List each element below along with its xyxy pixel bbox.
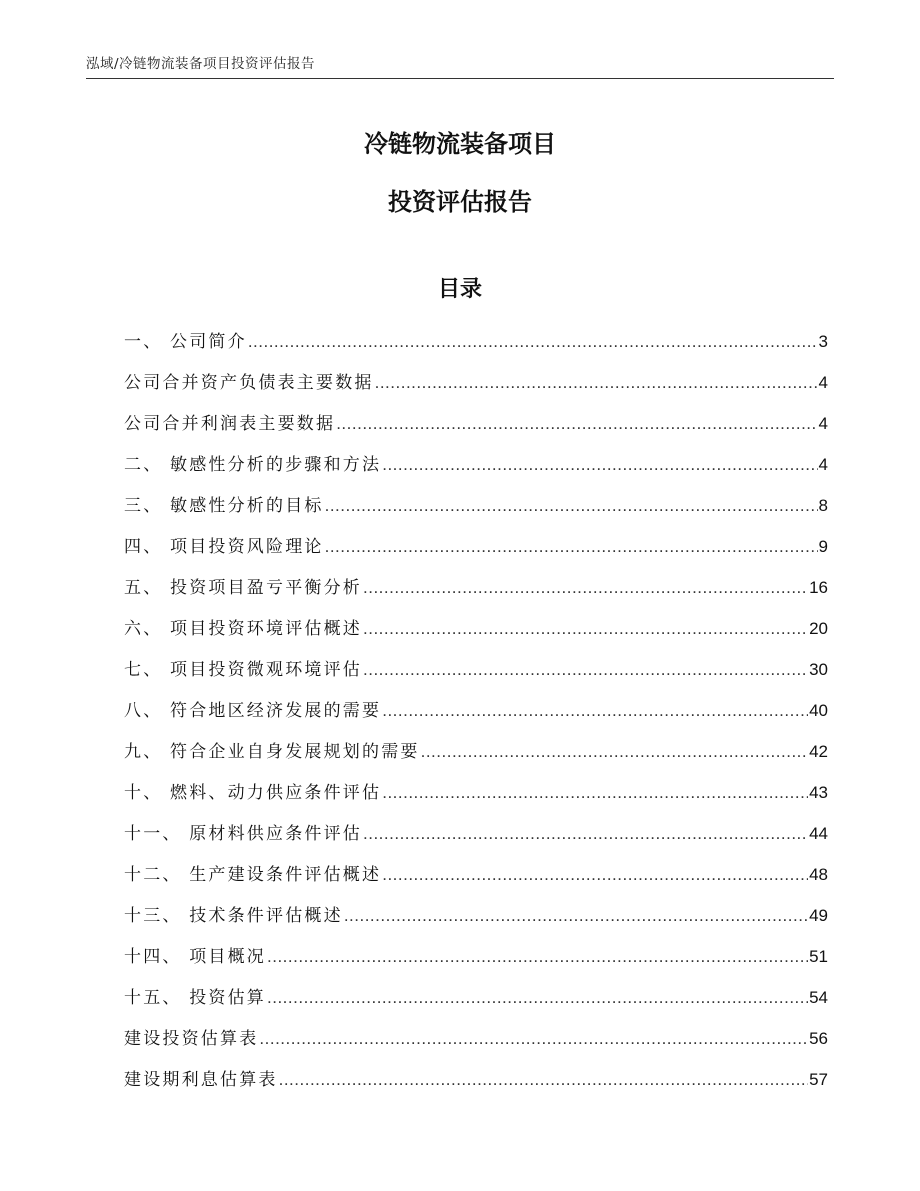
toc-entry-page: 20 <box>809 619 828 638</box>
toc-dot-leader <box>248 321 818 362</box>
toc-entry[interactable] <box>124 1018 828 1059</box>
toc-dot-leader <box>421 731 808 772</box>
toc-entry-label: 十三、 技术条件评估概述 <box>124 906 343 926</box>
toc-entry-page: 42 <box>809 742 828 761</box>
toc-entry-label: 十一、 原材料供应条件评估 <box>124 824 363 844</box>
toc-entry-label: 十、 燃料、动力供应条件评估 <box>124 783 382 803</box>
toc-entry-page: 49 <box>809 906 828 925</box>
toc-dot-leader <box>325 526 818 567</box>
toc-dot-leader <box>382 772 808 813</box>
toc-entry-label: 公司合并资产负债表主要数据 <box>124 373 374 393</box>
toc-entry-page: 4 <box>818 414 828 433</box>
toc-entry-page: 43 <box>809 783 828 802</box>
toc-entry[interactable] <box>124 649 828 690</box>
toc-dot-leader <box>363 608 808 649</box>
toc-entry-label: 八、 符合地区经济发展的需要 <box>124 701 382 721</box>
toc-entry[interactable] <box>124 690 828 731</box>
toc-entry[interactable] <box>124 608 828 649</box>
toc-entry[interactable] <box>124 936 828 977</box>
toc-entry-label: 九、 符合企业自身发展规划的需要 <box>124 742 420 762</box>
toc-entry-page: 40 <box>809 701 828 720</box>
toc-entry[interactable] <box>124 731 828 772</box>
toc-entry[interactable] <box>124 895 828 936</box>
toc-entry-page: 57 <box>809 1070 828 1089</box>
toc-dot-leader <box>259 1018 808 1059</box>
toc-entry[interactable] <box>124 977 828 1018</box>
toc-entry[interactable] <box>124 526 828 567</box>
header-divider <box>86 78 834 79</box>
toc-heading: 目录 <box>437 277 482 302</box>
running-header: 泓域/冷链物流装备项目投资评估报告 <box>86 56 316 72</box>
toc-entry-label: 五、 投资项目盈亏平衡分析 <box>124 578 363 598</box>
toc-dot-leader <box>375 362 818 403</box>
toc-entry-page: 54 <box>809 988 828 1007</box>
toc-entry[interactable] <box>124 854 828 895</box>
toc-entry-page: 51 <box>809 947 828 966</box>
toc-entry-label: 公司合并利润表主要数据 <box>124 414 336 434</box>
toc-dot-leader <box>363 649 808 690</box>
toc-entry-label: 三、 敏感性分析的目标 <box>124 496 324 516</box>
toc-entry[interactable] <box>124 813 828 854</box>
toc-entry-page: 4 <box>818 373 828 392</box>
toc-dot-leader <box>382 854 808 895</box>
toc-entry-page: 8 <box>818 496 828 515</box>
toc-entry-label: 十四、 项目概况 <box>124 947 267 967</box>
toc-entry-label: 二、 敏感性分析的步骤和方法 <box>124 455 382 475</box>
toc-entry-label: 七、 项目投资微观环境评估 <box>124 660 363 680</box>
toc-dot-leader <box>363 813 808 854</box>
toc-entry-label: 建设期利息估算表 <box>124 1070 278 1090</box>
toc-entry[interactable] <box>124 1059 828 1100</box>
table-of-contents <box>124 321 828 1100</box>
toc-dot-leader <box>279 1059 808 1100</box>
toc-entry-page: 30 <box>809 660 828 679</box>
toc-entry-page: 9 <box>818 537 828 556</box>
toc-entry-page: 4 <box>818 455 828 474</box>
toc-entry-label: 十二、 生产建设条件评估概述 <box>124 865 382 885</box>
toc-entry[interactable] <box>124 772 828 813</box>
toc-entry-label: 四、 项目投资风险理论 <box>124 537 324 557</box>
toc-entry[interactable] <box>124 485 828 526</box>
toc-entry-page: 48 <box>809 865 828 884</box>
toc-dot-leader <box>267 977 808 1018</box>
toc-dot-leader <box>325 485 818 526</box>
toc-entry[interactable] <box>124 444 828 485</box>
toc-entry-label: 建设投资估算表 <box>124 1029 259 1049</box>
toc-entry-label: 一、 公司简介 <box>124 332 247 352</box>
toc-entry[interactable] <box>124 321 828 362</box>
toc-dot-leader <box>336 403 817 444</box>
toc-entry-page: 16 <box>809 578 828 597</box>
toc-dot-leader <box>382 444 817 485</box>
document-title-line-1: 冷链物流装备项目 <box>364 130 556 158</box>
toc-entry[interactable] <box>124 362 828 403</box>
toc-entry-label: 十五、 投资估算 <box>124 988 267 1008</box>
toc-entry-page: 44 <box>809 824 828 843</box>
toc-entry[interactable] <box>124 567 828 608</box>
toc-dot-leader <box>363 567 808 608</box>
document-title-line-2: 投资评估报告 <box>388 188 532 216</box>
toc-entry-page: 56 <box>809 1029 828 1048</box>
toc-dot-leader <box>344 895 808 936</box>
toc-dot-leader <box>382 690 808 731</box>
toc-entry[interactable] <box>124 403 828 444</box>
toc-entry-label: 六、 项目投资环境评估概述 <box>124 619 363 639</box>
toc-entry-page: 3 <box>818 332 828 351</box>
toc-dot-leader <box>267 936 808 977</box>
